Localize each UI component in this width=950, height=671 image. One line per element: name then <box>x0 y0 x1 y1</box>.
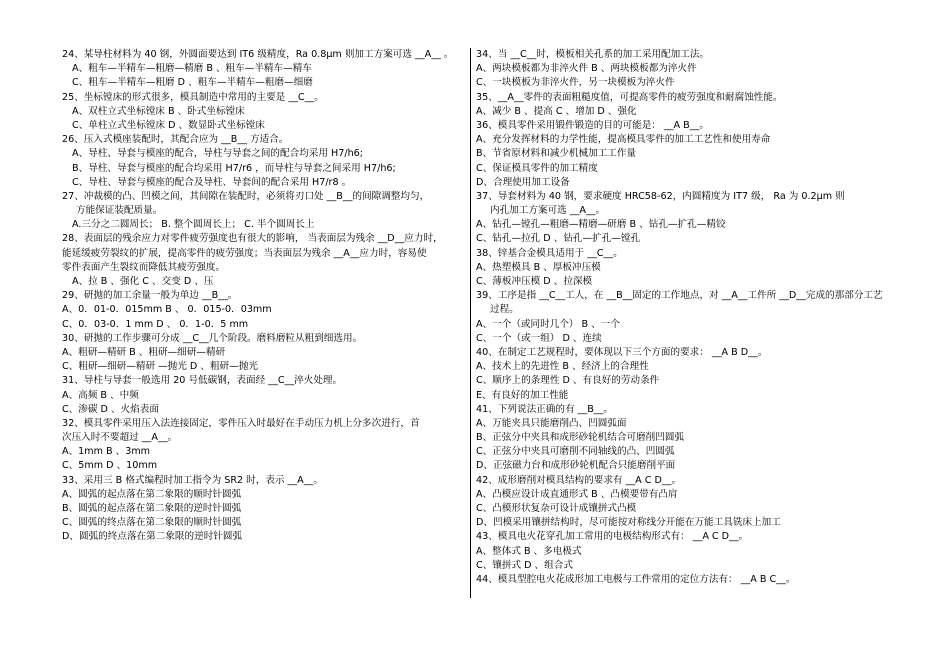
q31-options-cd: C、渗碳 D 、火焰表面 <box>62 403 159 415</box>
q28-options: A、拉 B 、强化 C 、交变 D 、压 <box>72 276 214 287</box>
q39-options-cd: C、一个（或一组） D 、连续 <box>476 332 602 344</box>
q39-stem: 39、工序是指 __C__工人，在 __B__固定的工作地点，对 __A__工件所 __D__完成的那部分工艺 <box>476 290 883 302</box>
q29-options-ab: A、0．01-0．015mm B 、 0．015-0．03mm <box>62 304 272 316</box>
q37-options-cd: C、钻孔—拉孔 D 、钻孔—扩孔—镗孔 <box>476 233 641 245</box>
q29-stem: 29、研抛的加工余量一般为单边 __B__。 <box>62 290 238 302</box>
column-divider <box>470 48 471 598</box>
q31-options-ab: A、高频 B 、中频 <box>62 389 139 401</box>
q43-stem: 43、模具电火花穿孔加工常用的电极结构形式有： __A C D__。 <box>476 531 749 543</box>
q25-stem: 25、坐标镗床的形式很多，模具制造中常用的主要是 __C__。 <box>62 91 324 103</box>
q41-option-b: B、正弦分中夹具和成形砂轮机结合可磨削凹圆弧 <box>476 432 685 444</box>
q35-stem: 35、__A__零件的表面粗糙度值，可提高零件的疲劳强度和耐腐蚀性能。 <box>476 91 783 103</box>
q38-options-cd: C、薄板冲压模 D 、拉深模 <box>476 276 593 287</box>
q41-option-c: C、正弦分中夹具可磨削不同轴线的凸、凹圆弧 <box>476 446 675 458</box>
q40-options-ab: A、技术上的先进性 B 、经济上的合理性 <box>476 361 649 373</box>
q26-option-b: B、导柱、导套与模座的配合均采用 H7/r6 ，而导柱与导套之间采用 H7/h6; <box>72 162 396 174</box>
q41-stem: 41、下列说法正确的有 __B__。 <box>476 403 613 415</box>
q34-options-ab: A、两块模板都为非淬火件 B 、两块模板都为淬火件 <box>476 63 697 75</box>
q35-options: A、减少 B 、提高 C 、增加 D 、强化 <box>476 105 637 117</box>
q42-option-d: D、凹模采用镶拼结构时，尽可能按对称线分开能在万能工具铣床上加工 <box>476 517 781 529</box>
q42-option-c: C、凸模形状复杂可设计成镶拼式凸模 <box>476 503 637 514</box>
q34-stem: 34、当 __C__时，模板相关孔系的加工采用配加工法。 <box>476 49 710 60</box>
q30-stem: 30、研抛的工作步骤可分成 __C__几个阶段。磨料磨粒从粗到细选用。 <box>62 332 363 344</box>
q26-option-a: A、导柱、导套与模座的配合，导柱与导套之间的配合均采用 H7/h6; <box>72 148 364 160</box>
q25-options-ab: A、双柱立式坐标镗床 B 、卧式坐标镗床 <box>72 105 245 117</box>
q33-option-a: A、圆弧的起点落在第二象限的顺时针圆弧 <box>62 488 242 500</box>
q24-options-cd: C、粗车—半精车—粗磨 D 、粗车—半精车—粗磨—细磨 <box>72 77 313 89</box>
q39-options-ab: A、一个（或同时几个） B 、一个 <box>476 318 620 330</box>
q40-stem: 40、在制定工艺规程时，要体现以下三个方面的要求： __A B D__。 <box>476 346 768 358</box>
q31-stem: 31、导柱与导套一般选用 20 号低碳钢，表面经 __C__淬火处理。 <box>62 375 343 387</box>
q43-options-ab: A、整体式 B 、多电极式 <box>476 545 582 557</box>
q37-options-ab: A、钻孔—镗孔—粗磨—精磨—研磨 B 、钻孔—扩孔—精铰 <box>476 219 726 231</box>
q29-options-cd: C、0．03-0．1 mm D 、 0．1-0．5 mm <box>62 318 249 330</box>
q42-stem: 42、成形磨削对模具结构的要求有 __A C D__。 <box>476 474 682 486</box>
q26-stem: 26、压入式模座装配时，其配合应为 __B__ 方适合。 <box>62 134 289 146</box>
q37-stem: 37、导套材料为 40 钢，要求硬度 HRC58-62，内圆精度为 IT7 级， Ra 为 0.2μm 则 <box>476 190 845 202</box>
q27-options: A.三分之二圆周长； B. 整个圆周长上； C. 半个圆周长上 <box>72 219 315 231</box>
q24-options-ab: A、粗车—半精车—粗磨—精磨 B 、粗车—半精车—精车 <box>72 63 312 75</box>
q33-option-d: D、圆弧的终点落在第二象限的逆时针圆弧 <box>62 531 243 543</box>
q33-option-c: C、圆弧的终点落在第二象限的顺时针圆弧 <box>62 517 242 529</box>
q43-options-cd: C、镶拼式 D 、组合式 <box>476 559 573 571</box>
q28-stem-cont1: 能延缓疲劳裂纹的扩展，提高零件的疲劳强度；当表面层为残余 __A__应力时，容易使 <box>62 247 427 259</box>
q30-options-ab: A、粗研—精研 B 、粗研—细研—精研 <box>62 346 226 358</box>
right-column <box>476 48 896 587</box>
q36-option-a: A、充分发挥材料的力学性能，提高模具零件的加工工艺性和使用寿命 <box>476 134 771 146</box>
q38-stem: 38、锌基合金模具适用于 __C__。 <box>476 247 623 259</box>
q24-stem: 24、某导柱材料为 40 钢，外圆面要达到 IT6 级精度，Ra 0.8μm 则加工方案可选 __A__ 。 <box>62 49 454 60</box>
q40-options-cd: C、顺序上的条理性 D 、有良好的劳动条件 <box>476 375 660 387</box>
q36-option-d: D、合理使用加工设备 <box>476 176 570 188</box>
q42-options-ab: A、凸模应设计成直通形式 B 、凸模要带有凸肩 <box>476 488 678 500</box>
q41-option-d: D、正弦磁力台和成形砂轮机配合只能磨削平面 <box>476 460 676 472</box>
q32-stem-cont: 次压入时不要超过 __A__。 <box>62 432 178 444</box>
q38-options-ab: A、热塑模具 B 、厚板冲压模 <box>476 261 601 273</box>
q33-option-b: B、圆弧的起点落在第二象限的逆时针圆弧 <box>62 503 242 514</box>
q41-option-a: A、万能夹具只能磨削凸、凹圆弧面 <box>476 417 627 429</box>
q28-stem-cont2: 零件表面产生裂纹而降低其疲劳强度。 <box>62 261 226 273</box>
q25-options-cd: C、单柱立式坐标镗床 D 、数显卧式坐标镗床 <box>72 119 265 131</box>
q32-options-cd: C、5mm D 、10mm <box>62 460 158 472</box>
q36-stem: 36、模具零件采用锻件锻造的目的可能是： __A B__。 <box>476 119 709 131</box>
q27-stem-cont: 方能保证装配质量。 <box>76 205 163 217</box>
q34-option-c: C、一块模板为非淬火件，另一块模板为淬火件 <box>476 77 675 89</box>
q37-stem-cont: 内孔加工方案可选 __A__。 <box>490 205 606 217</box>
q40-option-e: E、有良好的加工性能 <box>476 389 569 401</box>
q39-stem-cont: 过程。 <box>490 304 519 316</box>
q28-stem: 28、表面层的残余应力对零件疲劳强度也有很大的影响， 当表面层为残余 __D__应力时， <box>62 233 443 245</box>
q26-option-c: C、导柱、导套与模座的配合及导柱、导套间的配合采用 H7/r8 。 <box>72 176 352 188</box>
q27-stem: 27、冲裁模的凸、凹模之间，其间隙在装配时，必须将刃口处 __B__的间隙调整均匀， <box>62 190 430 202</box>
q33-stem: 33、采用三 B 格式编程时加工指令为 SR2 时，表示 __A__。 <box>62 474 323 486</box>
q32-options-ab: A、1mm B 、3mm <box>62 446 151 458</box>
q32-stem: 32、模具零件采用压入法连接固定，零件压入时最好在手动压力机上分多次进行，首 <box>62 417 420 429</box>
q36-option-c: C、保证模具零件的加工精度 <box>476 162 598 174</box>
q36-option-b: B、节省原材料和减少机械加工工作量 <box>476 148 637 160</box>
q44-stem: 44、模具型腔电火花成形加工电极与工件常用的定位方法有： __A B C__。 <box>476 573 796 585</box>
left-column <box>62 48 470 545</box>
q30-options-cd: C、粗研—细研—精研 —抛光 D 、粗研—抛光 <box>62 361 258 373</box>
